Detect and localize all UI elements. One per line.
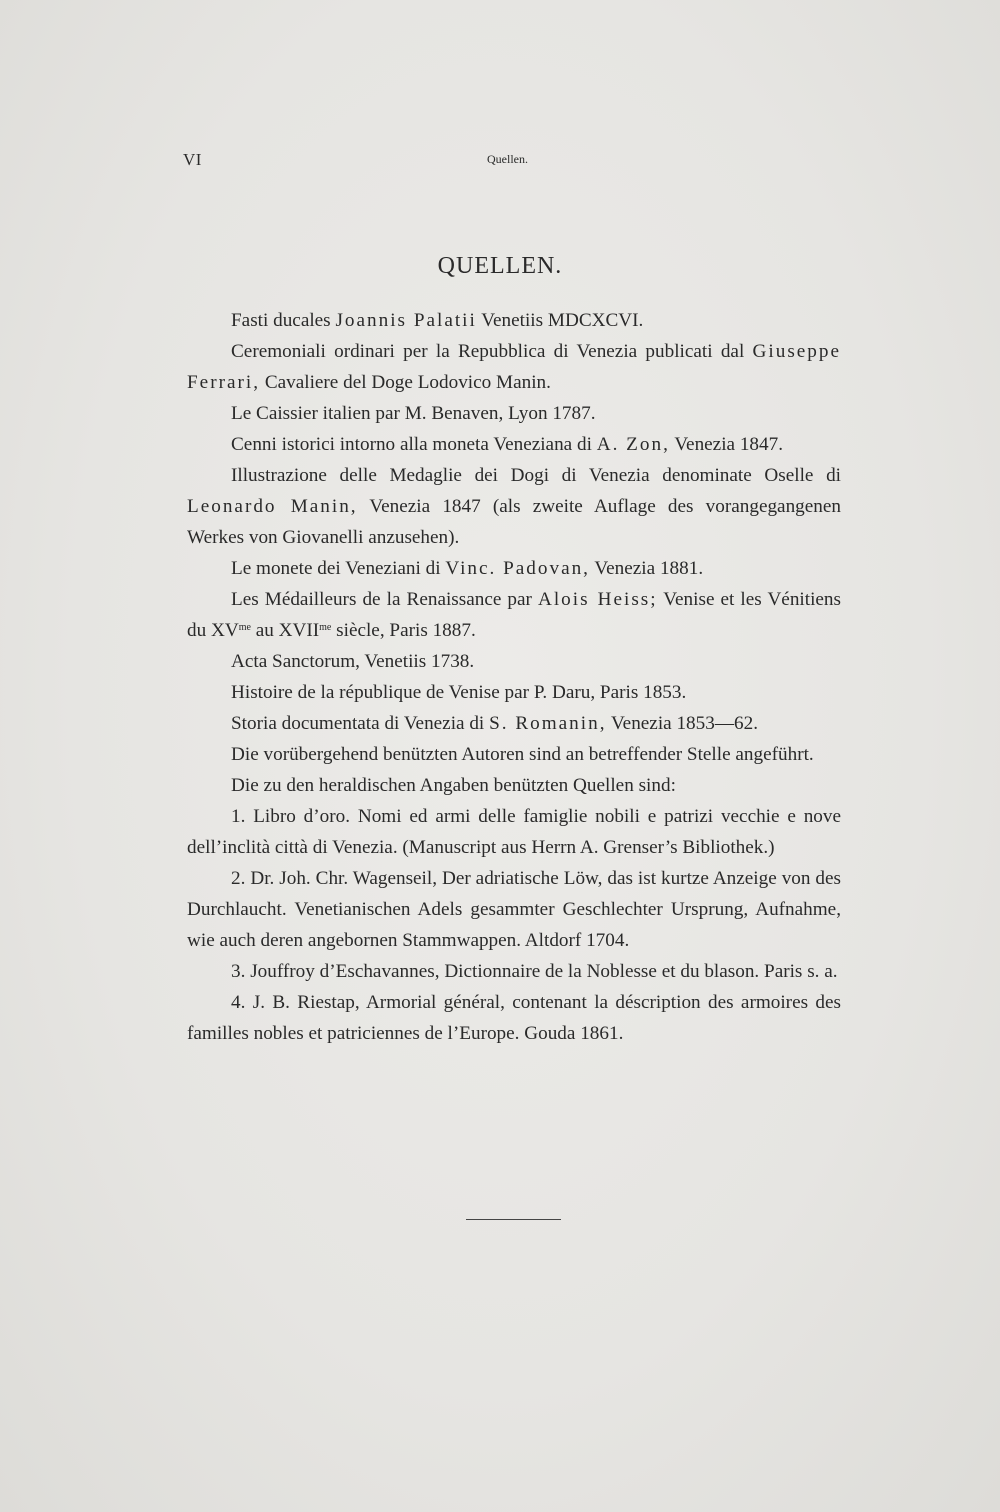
source-entry-histoire: Histoire de la république de Venise par P. Daru, Paris 1853.	[231, 682, 687, 703]
note-heraldic-sources: Die zu den heraldischen Angaben benützten Quellen sind:	[231, 775, 676, 796]
heraldic-source-4: 4. J. B. Riestap, Armorial général, contenant la déscription des armoires des familles nobles et patriciennes de l’Europe. Gouda 1861.	[187, 992, 841, 1044]
source-entry-cenni-istorici: Cenni istorici intorno alla moneta Veneziana di A. Zon, Venezia 1847.	[231, 434, 784, 455]
source-entry-caissier: Le Caissier italien par M. Benaven, Lyon 1787.	[231, 403, 596, 424]
heraldic-source-3: 3. Jouffroy d’Eschavannes, Dictionnaire de la Noblesse et du blason. Paris s. a.	[231, 961, 838, 982]
source-entry-ceremoniali: Ceremoniali ordinari per la Repubblica di Venezia publicati dal Giuseppe Ferrari, Cavaliere del Doge Lodovico Manin.	[187, 341, 841, 393]
page-number: VI	[183, 150, 202, 169]
running-title: Quellen.	[487, 152, 528, 166]
source-entry-acta-sanctorum: Acta Sanctorum, Venetiis 1738.	[231, 651, 475, 672]
heraldic-source-2: 2. Dr. Joh. Chr. Wagenseil, Der adriatische Löw, das ist kurtze Anzeige von des Durchlaucht. Venetianischen Adels gesammter Geschlechter Ursprung, Aufnahme, wie auch deren angebornen Stammwappen. Altdorf 1704.	[187, 868, 841, 951]
source-entry-illustrazione: Illustrazione delle Medaglie dei Dogi di Venezia denominate Oselle di Leonardo Manin, Venezia 1847 (als zweite Auflage des vorangegangenen Werkes von Giovanelli anzusehen).	[187, 465, 841, 548]
note-other-authors: Die vorübergehend benützten Autoren sind an betreffender Stelle angeführt.	[231, 744, 814, 765]
source-entry-medailleurs: Les Médailleurs de la Renaissance par Alois Heiss; Venise et les Vénitiens du $XV^{me}$ au $XVII^{me}$ siècle, Paris 1887.	[187, 589, 841, 641]
heraldic-source-1: 1. Libro d’oro. Nomi ed armi delle famiglie nobili e patrizi vecchie e nove dell’inclità città di Venezia. (Manuscript aus Herrn A. Grenser’s Bibliothek.)	[187, 806, 841, 858]
source-entry-monete: Le monete dei Veneziani di Vinc. Padovan, Venezia 1881.	[231, 558, 704, 579]
section-heading: QUELLEN.	[437, 253, 563, 279]
sources-list	[187, 305, 841, 1049]
source-entry-fasti-ducales: Fasti ducales Joannis Palatii Venetiis MDCXCVI.	[231, 310, 644, 331]
source-entry-storia: Storia documentata di Venezia di S. Romanin, Venezia 1853—62.	[231, 713, 759, 734]
closing-rule	[466, 1219, 561, 1220]
